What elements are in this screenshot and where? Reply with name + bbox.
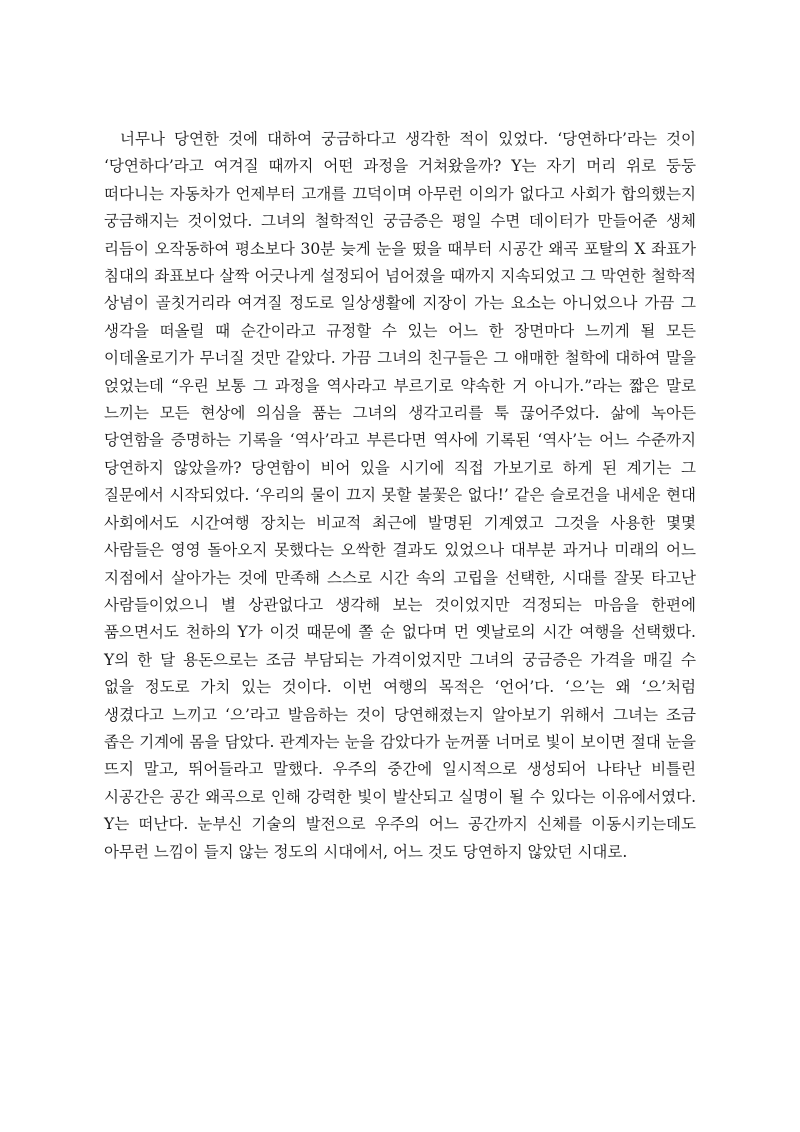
- body-paragraph: 너무나 당연한 것에 대하여 궁금하다고 생각한 적이 있었다. ‘당연하다’라는 것이 ‘당연하다’라고 여겨질 때까지 어떤 과정을 거쳐왔을까? Y는 자기 머리 위로 둥둥 떠다니는 자동차가 언제부터 고개를 끄덕이며 아무런 이의가 없다고 사회가 합의했는지 궁금해지는 것이었다. 그녀의 철학적인 궁금증은 평일 수면 데이터가 만들어준 생체 리듬이 오작동하여 평소보다 30분 늦게 눈을 떴을 때부터 시공간 왜곡 포탈의 X 좌표가 침대의 좌표보다 살짝 어긋나게 설정되어 넘어졌을 때까지 지속되었고 그 막연한 철학적 상념이 골칫거리라 여겨질 정도로 일상생활에 지장이 가는 요소는 아니었으나 가끔 그 생각을 떠올릴 때 순간이라고 규정할 수 있는 어느 한 장면마다 느끼게 될 모든 이데올로기가 무너질 것만 같았다. 가끔 그녀의 친구들은 그 애매한 철학에 대하여 말을 얹었는데 “우린 보통 그 과정을 역사라고 부르기로 약속한 거 아니가.”라는 짧은 말로 느끼는 모든 현상에 의심을 품는 그녀의 생각고리를 툭 끊어주었다. 삶에 녹아든 당연함을 증명하는 기록을 ‘역사’라고 부른다면 역사에 기록된 ‘역사’는 어느 수준까지 당연하지 않았을까? 당연함이 비어 있을 시기에 직접 가보기로 하게 된 계기는 그 질문에서 시작되었다. ‘우리의 물이 끄지 못할 불꽃은 없다!’ 같은 슬로건을 내세운 현대 사회에서도 시간여행 장치는 비교적 최근에 발명된 기계였고 그것을 사용한 몇몇 사람들은 영영 돌아오지 못했다는 오싹한 결과도 있었으나 대부분 과거나 미래의 어느 지점에서 살아가는 것에 만족해 스스로 시간 속의 고립을 선택한, 시대를 잘못 타고난 사람들이었으니 별 상관없다고 생각해 보는 것이었지만 걱정되는 마음을 한편에 품으면서도 천하의 Y가 이것 때문에 쫄 순 없다며 먼 옛날로의 시간 여행을 선택했다. Y의 한 달 용돈으로는 조금 부담되는 가격이었지만 그녀의 궁금증은 가격을 매길 수 없을 정도로 가치 있는 것이다. 이번 여행의 목적은 ‘언어’다. ‘으’는 왜 ‘으’처럼 생겼다고 느끼고 ‘으’라고 발음하는 것이 당연해졌는지 알아보기 위해서 그녀는 조금 좁은 기계에 몸을 담았다. 관계자는 눈을 감았다가 눈꺼풀 너머로 빛이 보이면 절대 눈을 뜨지 말고, 뛰어들라고 말했다. 우주의 중간에 일시적으로 생성되어 나타난 비틀린 시공간은 공간 왜곡으로 인해 강력한 빛이 발산되고 실명이 될 수 있다는 이유에서였다. Y는 떠난다. 눈부신 기술의 발전으로 우주의 어느 공간까지 신체를 이동시키는데도 아무런 느낌이 들지 않는 정도의 시대에서, 어느 것도 당연하지 않았던 시대로.: [104, 130, 696, 861]
